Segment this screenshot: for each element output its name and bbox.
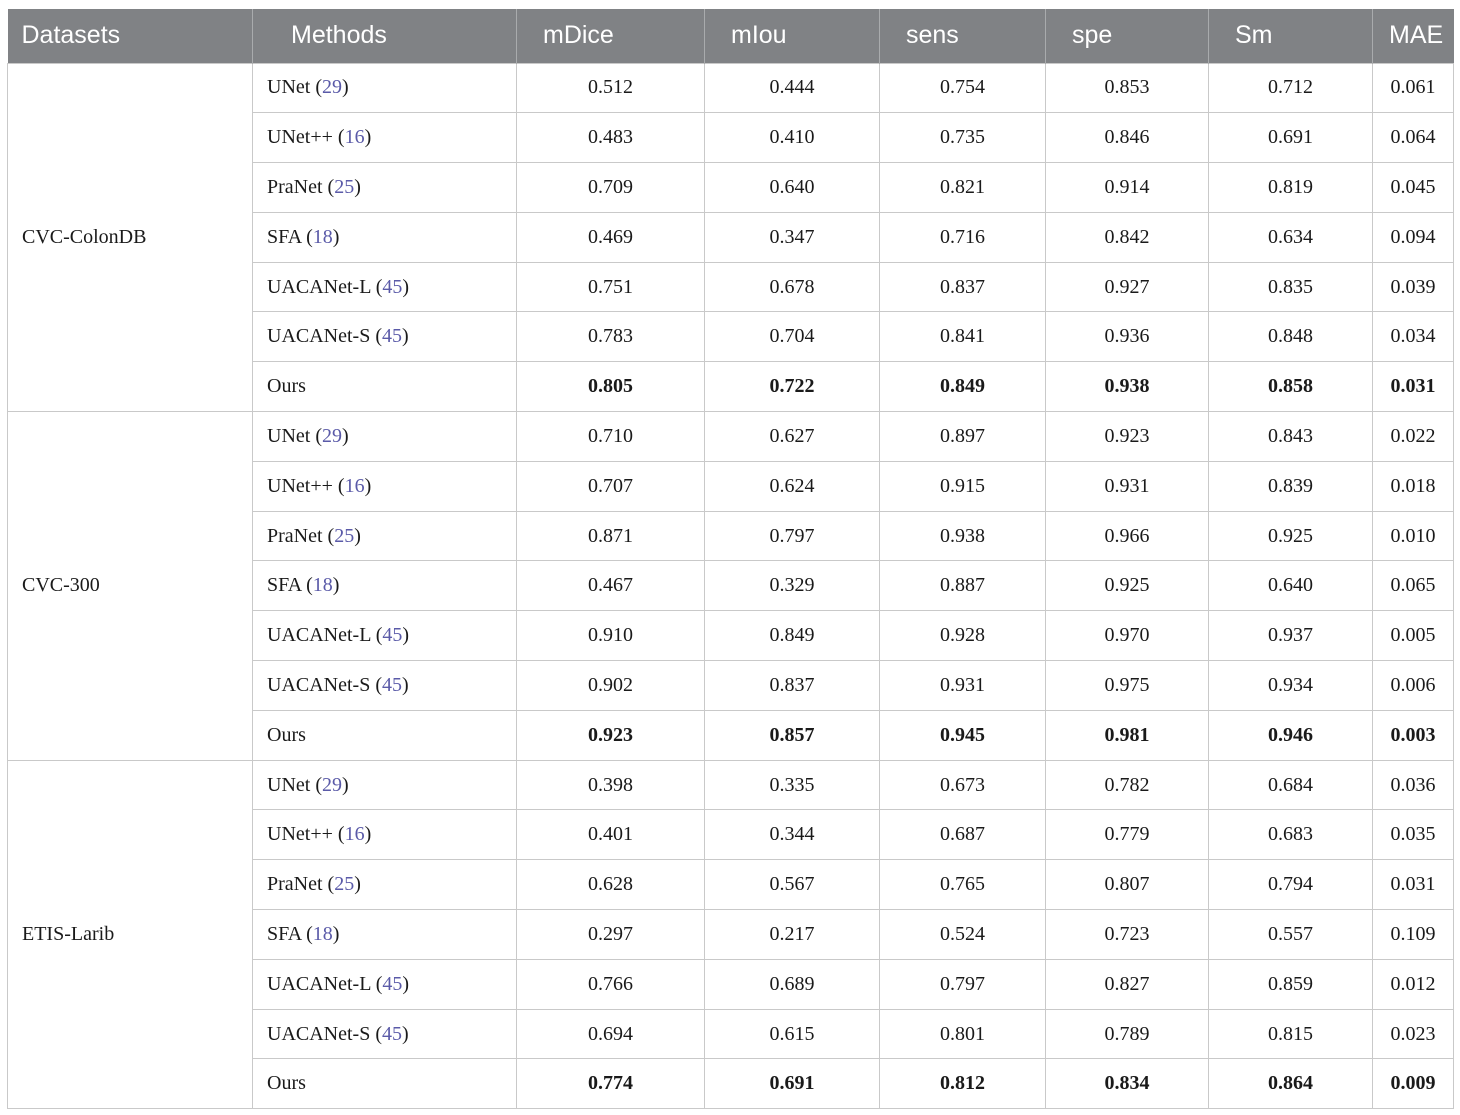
mdice-cell: 0.469 <box>517 212 705 262</box>
mae-cell: 0.034 <box>1373 312 1454 362</box>
mae-cell: 0.039 <box>1373 262 1454 312</box>
miou-cell: 0.567 <box>705 860 880 910</box>
sens-cell: 0.945 <box>880 710 1046 760</box>
method-name: PraNet <box>267 873 323 896</box>
sens-cell: 0.897 <box>880 412 1046 462</box>
spe-cell: 0.846 <box>1046 113 1209 163</box>
mdice-cell: 0.297 <box>517 910 705 960</box>
citation-link[interactable]: 16 <box>344 823 365 846</box>
sm-cell: 0.819 <box>1209 163 1373 213</box>
spe-cell: 0.931 <box>1046 461 1209 511</box>
mdice-cell: 0.628 <box>517 860 705 910</box>
citation-link[interactable]: 25 <box>334 873 355 896</box>
citation-link[interactable]: 25 <box>334 175 355 198</box>
method-cell: PraNet (25) <box>253 860 517 910</box>
mdice-cell: 0.710 <box>517 412 705 462</box>
method-cell: UNet (29) <box>253 412 517 462</box>
mae-cell: 0.003 <box>1373 710 1454 760</box>
sm-cell: 0.839 <box>1209 461 1373 511</box>
mdice-cell: 0.783 <box>517 312 705 362</box>
method-cell <box>253 1059 517 1109</box>
method-name: UACANet-S <box>267 673 371 696</box>
method-name: SFA <box>267 574 302 597</box>
sm-cell: 0.937 <box>1209 611 1373 661</box>
header-mdice: mDice <box>517 9 705 63</box>
spe-cell: 0.970 <box>1046 611 1209 661</box>
sens-cell: 0.687 <box>880 810 1046 860</box>
spe-cell: 0.925 <box>1046 561 1209 611</box>
sm-cell: 0.843 <box>1209 412 1373 462</box>
sm-cell: 0.634 <box>1209 212 1373 262</box>
miou-cell: 0.624 <box>705 461 880 511</box>
header-methods: Methods <box>253 9 517 63</box>
citation-link[interactable]: 45 <box>382 275 403 298</box>
mdice-cell: 0.398 <box>517 760 705 810</box>
sm-cell: 0.859 <box>1209 959 1373 1009</box>
miou-cell: 0.691 <box>705 1059 880 1109</box>
sens-cell: 0.754 <box>880 63 1046 113</box>
mdice-cell: 0.467 <box>517 561 705 611</box>
method-cell <box>253 710 517 760</box>
spe-cell: 0.914 <box>1046 163 1209 213</box>
method-name: UNet++ <box>267 823 333 846</box>
method-cell: UNet (29) <box>253 760 517 810</box>
citation-link[interactable]: 45 <box>382 1022 403 1045</box>
citation-link[interactable]: 18 <box>312 574 333 597</box>
sens-cell: 0.928 <box>880 611 1046 661</box>
sens-cell: 0.801 <box>880 1009 1046 1059</box>
sens-cell: 0.938 <box>880 511 1046 561</box>
mae-cell: 0.035 <box>1373 810 1454 860</box>
sens-cell: 0.821 <box>880 163 1046 213</box>
sens-cell: 0.524 <box>880 910 1046 960</box>
sm-cell: 0.691 <box>1209 113 1373 163</box>
sm-cell: 0.925 <box>1209 511 1373 561</box>
spe-cell: 0.936 <box>1046 312 1209 362</box>
mae-cell: 0.094 <box>1373 212 1454 262</box>
mae-cell: 0.005 <box>1373 611 1454 661</box>
mdice-cell: 0.902 <box>517 661 705 711</box>
citation-link[interactable]: 29 <box>322 76 342 99</box>
mae-cell: 0.065 <box>1373 561 1454 611</box>
mae-cell: 0.006 <box>1373 661 1454 711</box>
table-body <box>8 63 1454 1109</box>
mdice-cell: 0.871 <box>517 511 705 561</box>
citation-link[interactable]: 25 <box>334 524 355 547</box>
miou-cell: 0.837 <box>705 661 880 711</box>
mae-cell: 0.045 <box>1373 163 1454 213</box>
mae-cell: 0.109 <box>1373 910 1454 960</box>
citation-link[interactable]: 16 <box>344 126 365 149</box>
method-name: UNet <box>267 424 311 447</box>
miou-cell: 0.857 <box>705 710 880 760</box>
citation-link[interactable]: 45 <box>382 673 403 696</box>
method-name: UACANet-L <box>267 275 371 298</box>
sm-cell: 0.794 <box>1209 860 1373 910</box>
method-cell: PraNet (25) <box>253 163 517 213</box>
header-mae: MAE <box>1373 9 1454 63</box>
table-row <box>8 63 1454 113</box>
sens-cell: 0.931 <box>880 661 1046 711</box>
method-name: SFA <box>267 922 302 945</box>
sm-cell: 0.864 <box>1209 1059 1373 1109</box>
spe-cell: 0.966 <box>1046 511 1209 561</box>
header-miou: mIou <box>705 9 880 63</box>
mae-cell: 0.036 <box>1373 760 1454 810</box>
method-name: PraNet <box>267 175 323 198</box>
sm-cell: 0.683 <box>1209 810 1373 860</box>
mdice-cell: 0.694 <box>517 1009 705 1059</box>
miou-cell: 0.640 <box>705 163 880 213</box>
method-name: UNet++ <box>267 126 333 149</box>
header-datasets: Datasets <box>8 9 253 63</box>
method-cell: UACANet-L (45) <box>253 959 517 1009</box>
mae-cell: 0.010 <box>1373 511 1454 561</box>
header-sens: sens <box>880 9 1046 63</box>
header-spe: spe <box>1046 9 1209 63</box>
dataset-cell: CVC-300 <box>8 412 253 761</box>
citation-link[interactable]: 45 <box>382 325 403 348</box>
citation-link[interactable]: 45 <box>382 624 403 647</box>
spe-cell: 0.981 <box>1046 710 1209 760</box>
mdice-cell: 0.766 <box>517 959 705 1009</box>
method-cell: UACANet-L (45) <box>253 262 517 312</box>
spe-cell: 0.853 <box>1046 63 1209 113</box>
spe-cell: 0.807 <box>1046 860 1209 910</box>
method-cell: PraNet (25) <box>253 511 517 561</box>
mdice-cell: 0.483 <box>517 113 705 163</box>
table-header <box>8 9 1454 63</box>
method-cell: UNet++ (16) <box>253 461 517 511</box>
method-cell: SFA (18) <box>253 910 517 960</box>
sm-cell: 0.835 <box>1209 262 1373 312</box>
sm-cell: 0.946 <box>1209 710 1373 760</box>
method-name: UACANet-L <box>267 972 371 995</box>
method-name: UACANet-S <box>267 1022 371 1045</box>
method-cell: UNet++ (16) <box>253 113 517 163</box>
spe-cell: 0.723 <box>1046 910 1209 960</box>
header-sm: Sm <box>1209 9 1373 63</box>
sm-cell: 0.815 <box>1209 1009 1373 1059</box>
sens-cell: 0.915 <box>880 461 1046 511</box>
citation-link[interactable]: 29 <box>322 773 342 796</box>
sens-cell: 0.849 <box>880 362 1046 412</box>
method-name: PraNet <box>267 524 323 547</box>
mae-cell: 0.018 <box>1373 461 1454 511</box>
method-cell: UNet (29) <box>253 63 517 113</box>
miou-cell: 0.217 <box>705 910 880 960</box>
mdice-cell: 0.910 <box>517 611 705 661</box>
method-name: UNet++ <box>267 474 333 497</box>
miou-cell: 0.335 <box>705 760 880 810</box>
spe-cell: 0.782 <box>1046 760 1209 810</box>
sm-cell: 0.640 <box>1209 561 1373 611</box>
method-cell: UACANet-S (45) <box>253 312 517 362</box>
method-cell: UACANet-S (45) <box>253 1009 517 1059</box>
table-row <box>8 412 1454 462</box>
method-name: Ours <box>267 1072 306 1095</box>
spe-cell: 0.834 <box>1046 1059 1209 1109</box>
citation-link[interactable]: 18 <box>312 922 333 945</box>
mdice-cell: 0.707 <box>517 461 705 511</box>
method-name: UACANet-L <box>267 624 371 647</box>
mae-cell: 0.064 <box>1373 113 1454 163</box>
results-table <box>7 9 1454 1109</box>
sens-cell: 0.765 <box>880 860 1046 910</box>
method-name: SFA <box>267 225 302 248</box>
method-cell: UACANet-L (45) <box>253 611 517 661</box>
method-name: Ours <box>267 723 306 746</box>
mae-cell: 0.031 <box>1373 860 1454 910</box>
mdice-cell: 0.751 <box>517 262 705 312</box>
mae-cell: 0.061 <box>1373 63 1454 113</box>
citation-link[interactable]: 45 <box>382 972 403 995</box>
mdice-cell: 0.805 <box>517 362 705 412</box>
method-name: UNet <box>267 773 311 796</box>
citation-link[interactable]: 29 <box>322 424 342 447</box>
spe-cell: 0.842 <box>1046 212 1209 262</box>
spe-cell: 0.975 <box>1046 661 1209 711</box>
miou-cell: 0.347 <box>705 212 880 262</box>
mdice-cell: 0.401 <box>517 810 705 860</box>
sm-cell: 0.684 <box>1209 760 1373 810</box>
mdice-cell: 0.709 <box>517 163 705 213</box>
citation-link[interactable]: 18 <box>312 225 333 248</box>
mdice-cell: 0.512 <box>517 63 705 113</box>
miou-cell: 0.627 <box>705 412 880 462</box>
miou-cell: 0.704 <box>705 312 880 362</box>
miou-cell: 0.615 <box>705 1009 880 1059</box>
method-cell <box>253 362 517 412</box>
method-name: UNet <box>267 76 311 99</box>
sens-cell: 0.887 <box>880 561 1046 611</box>
table-row <box>8 760 1454 810</box>
miou-cell: 0.410 <box>705 113 880 163</box>
spe-cell: 0.827 <box>1046 959 1209 1009</box>
citation-link[interactable]: 16 <box>344 474 365 497</box>
method-cell: SFA (18) <box>253 212 517 262</box>
spe-cell: 0.779 <box>1046 810 1209 860</box>
method-name: UACANet-S <box>267 325 371 348</box>
miou-cell: 0.329 <box>705 561 880 611</box>
miou-cell: 0.344 <box>705 810 880 860</box>
sm-cell: 0.557 <box>1209 910 1373 960</box>
sm-cell: 0.712 <box>1209 63 1373 113</box>
sens-cell: 0.837 <box>880 262 1046 312</box>
method-cell: UACANet-S (45) <box>253 661 517 711</box>
spe-cell: 0.789 <box>1046 1009 1209 1059</box>
spe-cell: 0.923 <box>1046 412 1209 462</box>
sens-cell: 0.716 <box>880 212 1046 262</box>
mae-cell: 0.022 <box>1373 412 1454 462</box>
sens-cell: 0.812 <box>880 1059 1046 1109</box>
miou-cell: 0.444 <box>705 63 880 113</box>
method-cell: SFA (18) <box>253 561 517 611</box>
miou-cell: 0.722 <box>705 362 880 412</box>
method-cell: UNet++ (16) <box>253 810 517 860</box>
method-name: Ours <box>267 375 306 398</box>
sm-cell: 0.934 <box>1209 661 1373 711</box>
mae-cell: 0.009 <box>1373 1059 1454 1109</box>
sens-cell: 0.673 <box>880 760 1046 810</box>
mae-cell: 0.012 <box>1373 959 1454 1009</box>
header-row <box>8 9 1454 63</box>
miou-cell: 0.678 <box>705 262 880 312</box>
miou-cell: 0.849 <box>705 611 880 661</box>
miou-cell: 0.797 <box>705 511 880 561</box>
sens-cell: 0.797 <box>880 959 1046 1009</box>
spe-cell: 0.927 <box>1046 262 1209 312</box>
miou-cell: 0.689 <box>705 959 880 1009</box>
sens-cell: 0.735 <box>880 113 1046 163</box>
mae-cell: 0.023 <box>1373 1009 1454 1059</box>
sm-cell: 0.858 <box>1209 362 1373 412</box>
mdice-cell: 0.923 <box>517 710 705 760</box>
mdice-cell: 0.774 <box>517 1059 705 1109</box>
sens-cell: 0.841 <box>880 312 1046 362</box>
sm-cell: 0.848 <box>1209 312 1373 362</box>
spe-cell: 0.938 <box>1046 362 1209 412</box>
mae-cell: 0.031 <box>1373 362 1454 412</box>
dataset-cell: CVC-ColonDB <box>8 63 253 412</box>
dataset-cell: ETIS-Larib <box>8 760 253 1109</box>
